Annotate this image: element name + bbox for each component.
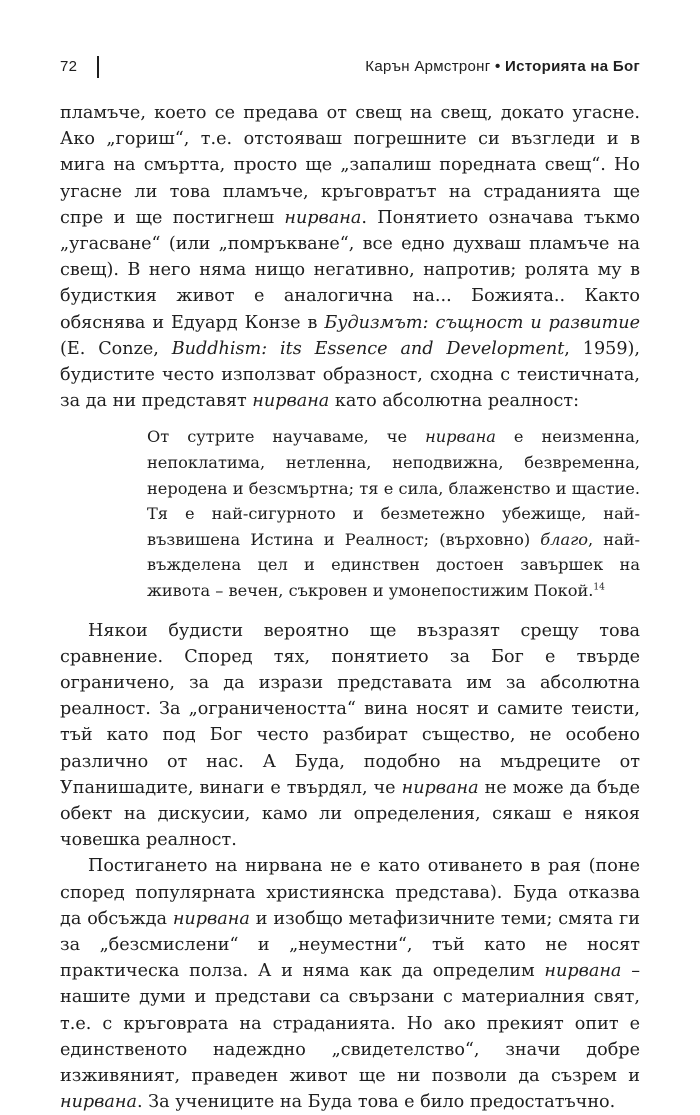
footnote-ref[interactable]: 14: [593, 582, 605, 593]
title-separator: •: [494, 58, 501, 75]
running-title: [365, 58, 640, 75]
block-quote: От сутрите научаваме, че нирвана е неизменна, непоклатима, нетленна, неподвижна, безвременна, неродена и безсмъртна; тя е сила, блаженство и щастие. Тя е най-сигурното и безметежно убежище, най-възвишена Истина и Реалност; (върховно) благо, най-въжделена цел и единствен достоен завършек на живота – вечен, съкровен и умонепостижим Покой.$^{14}$: [147, 427, 640, 600]
body-text: [60, 100, 640, 1115]
page-number: 72: [60, 58, 78, 75]
header-rule: [97, 56, 99, 78]
paragraph: Някои будисти вероятно ще възразят срещу това сравнение. Според тях, понятието за Бог е твърде ограничено, за да изрази представата им за абсолютна реалност. За „ограничеността“ вина носят и самите теисти, тъй като под Бог често разбират същество, не особено различно от нас. А Буда, подобно на мъдреците от Упанишадите, винаги е твърдял, че нирвана не може да бъде обект на дискусии, камо ли определения, сякаш е някоя човешка реалност.: [60, 620, 640, 851]
paragraph: Постигането на нирвана не е като отиването в рая (поне според популярната християнска представа). Буда отказва да обсъжда нирвана и изобщо метафизичните теми; смята ги за „безсмислени“ и „неуместни“, тъй като не носят практическа полза. А и няма как да определим нирвана – нашите думи и представи са свързани с материалния свят, т.е. с кръговрата на страданията. Но ако прекият опит е единственото надеждно „свидетелство“, значи добре изживяният, праведен живот ще ни позволи да съзрем и нирвана. За учениците на Буда това е било предостатъчно.: [60, 856, 640, 1113]
book-title: Историята на Бог: [505, 58, 640, 75]
author-name: Карън Армстронг: [365, 58, 491, 75]
paragraph: пламъче, което се предава от свещ на свещ, докато угасне. Ако „гориш“, т.е. отстояваш погрешните си възгледи и в мига на смъртта, просто ще „запалиш поредната свещ“. Но угасне ли това пламъче, кръговратът на страданията ще спре и ще постигнеш нирвана. Понятието означава тъкмо „угасване“ (или „помръкване“, все едно духваш пламъче на свещ). В него няма нищо негативно, напротив; ролята му в будисткия живот е аналогична на... Божията.. Както обяснява и Едуард Конзе в Будизмът: същност и развитие (E. Conze, Buddhism: its Essence and Development, 1959), будистите често използват образност, сходна с теистичната, за да ни представят нирвана като абсолютна реалност:: [60, 103, 640, 412]
running-header: [60, 56, 640, 80]
